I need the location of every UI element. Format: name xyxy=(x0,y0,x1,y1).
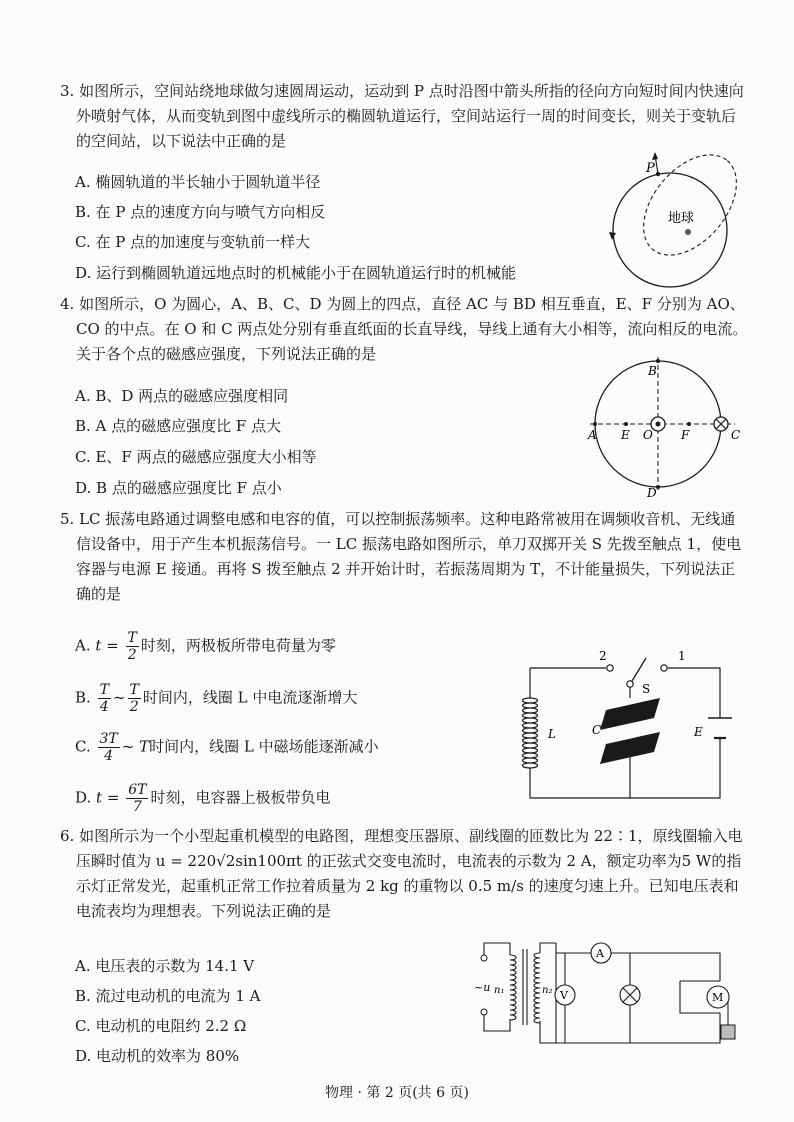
label-b: B xyxy=(648,364,657,378)
option-d[interactable]: D. 运行到椭圆轨道远地点时的机械能小于在圆轨道运行时的机械能 xyxy=(75,264,517,282)
option-b[interactable]: B. A 点的磁感应强度比 F 点大 xyxy=(75,417,282,435)
point-a xyxy=(593,422,597,426)
option-c[interactable]: C. E、F 两点的磁感应强度大小相等 xyxy=(75,448,317,466)
contact-1-label: 1 xyxy=(678,649,686,663)
direction-arrow-icon xyxy=(609,232,616,240)
question-stem: 如图所示，O 为圆心，A、B、C、D 为圆上的四点，直径 AC 与 BD 相互垂直，E、F 分别为 AO、CO 的中点。在 O 和 C 两点处分别有垂直纸面的长直导线，导线上通有大小相等，流向相反的电流。关于各个点的磁感应强度，下列说法正确的是 xyxy=(76,295,748,363)
option-a[interactable]: A. 椭圆轨道的半长轴小于圆轨道半径 xyxy=(75,173,321,191)
label-n1: n₁ xyxy=(494,985,505,996)
label-c: C xyxy=(731,428,741,442)
question-number: 4. xyxy=(60,295,75,313)
contact-1 xyxy=(661,665,667,671)
option-c[interactable]: C. 在 P 点的加速度与变轨前一样大 xyxy=(75,233,311,251)
label-l: L xyxy=(548,727,556,741)
question-6 xyxy=(60,824,750,924)
option-b[interactable]: B. $\frac{T}{4}$ ~ $\frac{T}{2}$ 时间内，线圈 L 中电流逐渐增大 xyxy=(75,682,358,715)
label-a: A xyxy=(588,428,597,442)
fraction: $\frac{6T}{7}$ xyxy=(128,782,147,815)
option-a[interactable]: A. 电压表的示数为 14.1 V xyxy=(75,957,255,975)
motor-label: M xyxy=(712,991,724,1004)
option-b[interactable]: B. 在 P 点的速度方向与喷气方向相反 xyxy=(75,203,326,221)
ammeter-label: A xyxy=(596,947,604,960)
lc-circuit-figure xyxy=(508,640,748,815)
point-b xyxy=(656,359,660,363)
crane-circuit-figure xyxy=(470,935,742,1065)
question-3 xyxy=(60,79,750,154)
inductor-coil-icon xyxy=(523,698,538,768)
question-stem: 如图所示为一个小型起重机模型的电路图，理想变压器原、副线圈的匝数比为 22∶1，原线圈输入电压瞬时值为 u = 220√2sin100πt 的正弦式交变电流时，电流表的示数为 2 A，额定功率为5 W的指示灯正常发光，起重机正常工作拉着质量为 2 kg 的重物以 0.5 m/s 的速度匀速上升。已知电压表和电流表均为理想表。下列说法正确的是 xyxy=(76,827,743,920)
fraction: $\frac{T}{4}$ xyxy=(99,682,109,715)
label-n2: n₂ xyxy=(542,985,553,996)
question-stem: 如图所示，空间站绕地球做匀速圆周运动，运动到 P 点时沿图中箭头所指的径向方向短时间内快速向外喷射气体，从而变轨到图中虚线所示的椭圆轨道运行，空间站运行一周的时间变长，则关于变轨后的空间站，以下说法中正确的是 xyxy=(76,82,744,150)
input-terminal xyxy=(481,1009,487,1015)
switch-blade[interactable] xyxy=(632,658,646,681)
question-number: 5. xyxy=(60,510,75,528)
fraction: $\frac{T}{2}$ xyxy=(127,630,137,663)
option-c[interactable]: C. 电动机的电阻约 2.2 Ω xyxy=(75,1017,247,1035)
contact-2 xyxy=(607,665,613,671)
fraction: $\frac{3T}{4}$ xyxy=(99,731,118,764)
page-footer: 物理 · 第 2 页(共 6 页) xyxy=(325,1085,469,1101)
question-5 xyxy=(60,507,750,607)
capacitor-upper-plate xyxy=(600,698,660,730)
voltmeter-label: V xyxy=(560,989,568,1002)
contact-2-label: 2 xyxy=(599,649,607,663)
label-p: P xyxy=(646,161,655,176)
option-b[interactable]: B. 流过电动机的电流为 1 A xyxy=(75,987,261,1005)
secondary-coil-icon xyxy=(534,953,540,1023)
circular-orbit xyxy=(613,173,727,287)
weight-block xyxy=(721,1025,735,1039)
question-stem: LC 振荡电路通过调整电感和电容的值，可以控制振荡频率。这种电路常被用在调频收音机、无线通信设备中，用于产生本机振荡信号。一 LC 振荡电路如图所示，单刀双掷开关 S 先拨至触点 1，使电容器与电源 E 接通。再将 S 拨至触点 2 并开始计时，若振荡周期为 T，不计能量损失，下列说法正确的是 xyxy=(76,510,742,603)
earth-label: 地球 xyxy=(668,211,695,226)
option-a[interactable]: A. B、D 两点的磁感应强度相同 xyxy=(75,387,289,405)
primary-coil-icon xyxy=(510,955,516,1020)
label-f: F xyxy=(681,428,690,442)
option-a[interactable]: A. t = $\frac{T}{2}$ 时刻，两极板所带电荷量为零 xyxy=(75,630,336,663)
fraction: $\frac{T}{2}$ xyxy=(129,682,139,715)
label-e: E xyxy=(694,725,703,739)
question-number: 3. xyxy=(60,82,75,100)
arrow-head-icon xyxy=(652,152,658,160)
label-o: O xyxy=(643,428,653,442)
option-d[interactable]: D. B 点的磁感应强度比 F 点小 xyxy=(75,479,282,497)
point-f xyxy=(687,422,691,426)
label-e: E xyxy=(621,428,630,442)
label-d: D xyxy=(647,486,657,500)
switch-label: S xyxy=(642,682,651,696)
earth-dot xyxy=(685,229,691,235)
question-number: 6. xyxy=(60,827,75,845)
option-d[interactable]: D. t = $\frac{6T}{7}$ 时刻，电容器上极板带负电 xyxy=(75,782,331,815)
input-terminal xyxy=(481,955,487,961)
label-u: ~u xyxy=(474,981,491,994)
option-c[interactable]: C. $\frac{3T}{4}$ ~ T时间内，线圈 L 中磁场能逐渐减小 xyxy=(75,731,379,764)
point-e xyxy=(624,422,628,426)
option-d[interactable]: D. 电动机的效率为 80% xyxy=(75,1047,240,1065)
orbit-figure xyxy=(600,150,750,290)
switch-pivot xyxy=(627,681,633,687)
magnetic-figure xyxy=(585,355,745,500)
label-c: C xyxy=(592,723,602,737)
